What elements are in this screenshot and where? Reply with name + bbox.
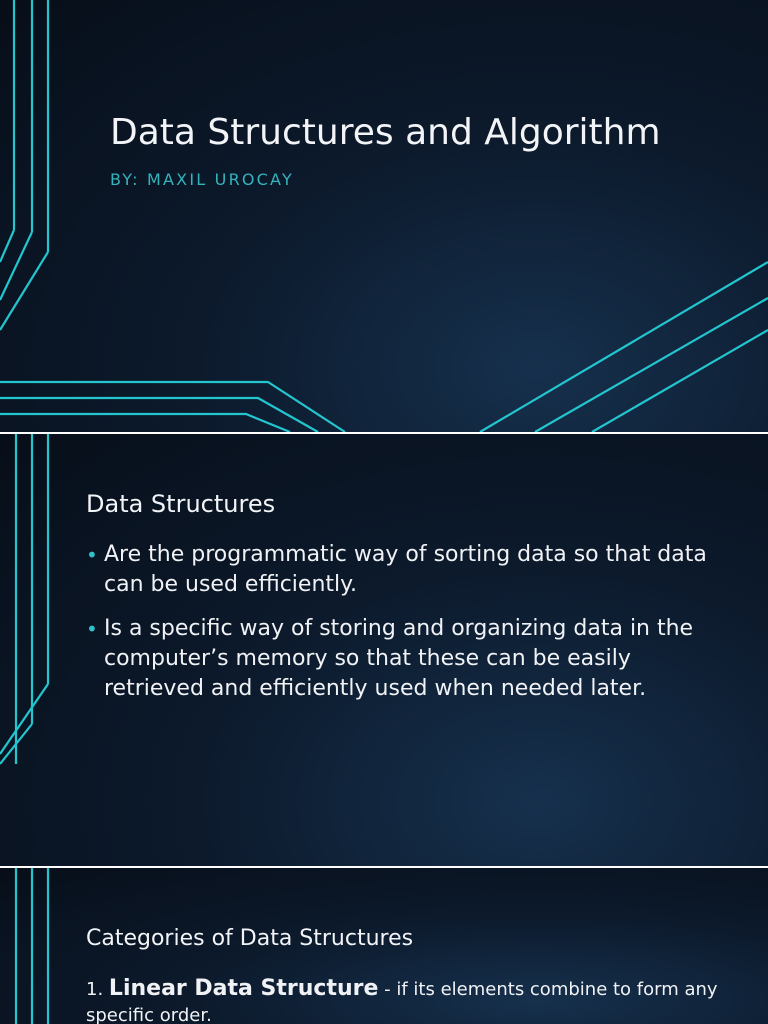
- circuit-lines-decoration: [0, 0, 768, 432]
- bullet-item: [86, 540, 736, 600]
- category-item: [86, 976, 746, 1024]
- slide-title: Categories of Data Structures: [86, 926, 414, 951]
- bullet-icon: •: [86, 617, 98, 641]
- category-description: - if its elements combine to form any specific order.: [86, 979, 718, 1024]
- slide-title: Data Structures: [86, 490, 276, 518]
- bullet-list: [86, 540, 736, 718]
- slide-subtitle: BY: MAXIL UROCAY: [110, 170, 294, 189]
- bullet-item: [86, 614, 736, 704]
- category-number: 1.: [86, 979, 104, 1000]
- slide-1: [0, 0, 768, 432]
- category-term: Linear Data Structure: [108, 976, 379, 1001]
- slide-title: Data Structures and Algorithm: [110, 112, 661, 153]
- bullet-text: Are the programmatic way of sorting data so that data can be used efficiently.: [104, 542, 707, 597]
- slide-2: [0, 434, 768, 866]
- bullet-icon: •: [86, 543, 98, 567]
- bullet-text: Is a specific way of storing and organizing data in the computer’s memory so that these can be easily retrieved and efficiently used when needed later.: [104, 616, 694, 701]
- slide-3: [0, 868, 768, 1024]
